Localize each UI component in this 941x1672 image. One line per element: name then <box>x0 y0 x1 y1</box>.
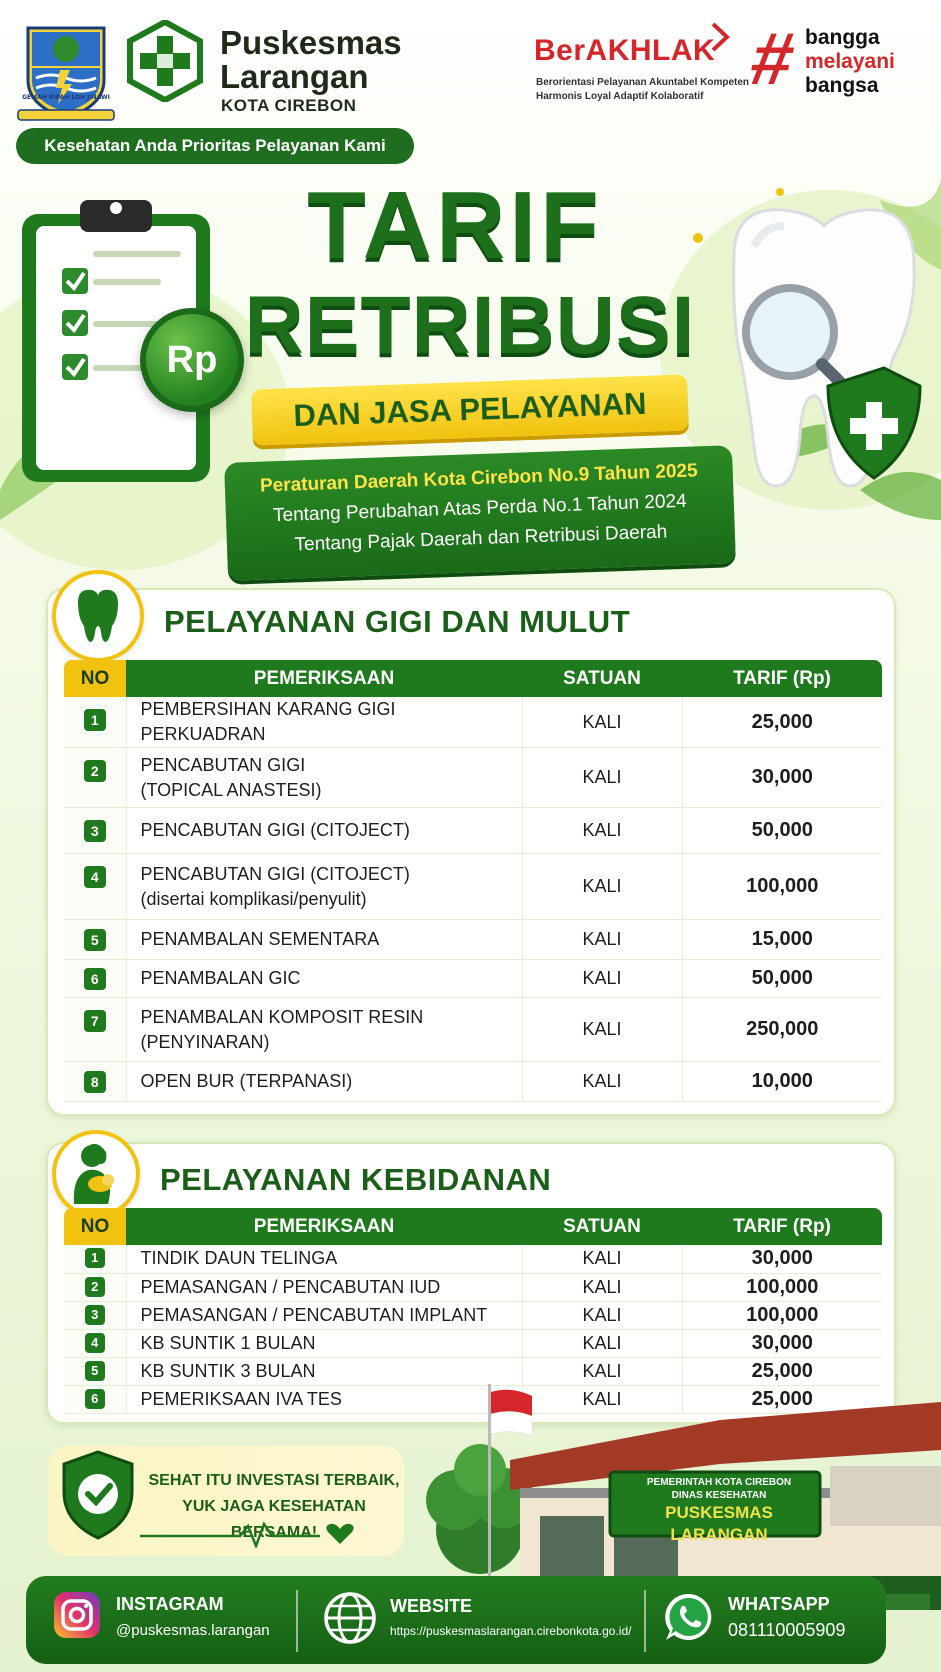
table-header-row <box>64 1208 882 1245</box>
medical-cross-icon <box>124 20 206 102</box>
table-row <box>64 1245 882 1273</box>
service-price: 10,000 <box>682 1062 882 1102</box>
whatsapp-number[interactable]: 081110005909 <box>728 1620 846 1640</box>
tooth-magnifier-icon <box>704 196 934 526</box>
service-price: 250,000 <box>682 998 882 1062</box>
service-unit: KALI <box>522 1273 682 1301</box>
table-row <box>64 748 882 808</box>
service-name: PEMBERSIHAN KARANG GIGI PERKUADRAN <box>140 699 396 744</box>
row-number: 1 <box>84 709 106 731</box>
row-number: 8 <box>84 1071 106 1093</box>
footer-divider <box>296 1590 298 1652</box>
website-label: WEBSITE <box>390 1596 473 1616</box>
crest-motto: GEMAH RIPAH LOH JINAWI <box>22 94 110 101</box>
table-row <box>64 1301 882 1329</box>
service-name: PENCABUTAN GIGI (CITOJECT) <box>140 820 410 840</box>
berakhlak-title: BerAKHLAK <box>534 34 716 67</box>
service-unit: KALI <box>522 808 682 854</box>
row-number: 3 <box>84 820 106 842</box>
dental-price-table <box>64 660 882 1102</box>
whatsapp-label: WHATSAPP <box>728 1594 830 1614</box>
section-title-dental: PELAYANAN GIGI DAN MULUT <box>164 604 631 639</box>
row-number: 3 <box>85 1305 105 1325</box>
table-row <box>64 1329 882 1357</box>
service-unit: KALI <box>522 960 682 998</box>
service-name: PENAMBALAN GIC <box>140 968 301 988</box>
instagram-handle[interactable]: @puskesmas.larangan <box>116 1622 270 1639</box>
service-name: OPEN BUR (TERPANASI) <box>140 1071 353 1091</box>
service-note: (TOPICAL ANASTESI) <box>140 779 322 800</box>
column-header-no: NO <box>64 1208 126 1245</box>
title-retribusi: RETRIBUSI <box>244 280 696 371</box>
service-unit: KALI <box>522 920 682 960</box>
row-number: 5 <box>85 1361 105 1381</box>
row-number: 1 <box>85 1248 105 1268</box>
service-unit: KALI <box>522 1357 682 1385</box>
brand-name: Puskesmas Larangan <box>220 24 402 95</box>
hashtag-icon: # <box>744 17 801 100</box>
table-header-row <box>64 660 882 697</box>
service-price: 100,000 <box>682 1273 882 1301</box>
service-note: (disertai komplikasi/penyulit) <box>140 888 367 909</box>
row-number: 2 <box>84 760 106 782</box>
service-price: 30,000 <box>682 1245 882 1273</box>
service-unit: KALI <box>522 1245 682 1273</box>
column-header-service: PEMERIKSAAN <box>126 660 522 697</box>
service-price: 25,000 <box>682 1385 882 1413</box>
service-price: 25,000 <box>682 1357 882 1385</box>
row-number: 2 <box>85 1277 105 1297</box>
service-name: PENCABUTAN GIGI (CITOJECT) <box>140 863 410 884</box>
column-header-unit: SATUAN <box>522 1208 682 1245</box>
section-title-midwifery: PELAYANAN KEBIDANAN <box>160 1162 552 1197</box>
brand-city: KOTA CIREBON <box>221 96 357 115</box>
service-unit: KALI <box>522 1385 682 1413</box>
service-name: PENCABUTAN GIGI <box>140 754 306 775</box>
row-number: 4 <box>84 866 106 888</box>
service-unit: KALI <box>522 998 682 1062</box>
rupiah-coin-icon: Rp <box>140 308 244 412</box>
service-price: 15,000 <box>682 920 882 960</box>
building-sign: PEMERINTAH KOTA CIREBON DINAS KESEHATAN PUSKESMAS LARANGAN <box>646 1477 792 1544</box>
service-name: PENAMBALAN SEMENTARA <box>140 929 380 949</box>
table-row <box>64 998 882 1062</box>
row-number: 4 <box>85 1333 105 1353</box>
column-header-no: NO <box>64 660 126 697</box>
regulation-banner: Peraturan Daerah Kota Cirebon No.9 Tahun 2025 Tentang Perubahan Atas Perda No.1 Tahun 2024 Tentang Pajak Daerah dan Retribusi Daerah <box>224 445 736 581</box>
service-price: 30,000 <box>682 1329 882 1357</box>
table-row <box>64 960 882 998</box>
service-price: 100,000 <box>682 854 882 920</box>
service-price: 30,000 <box>682 748 882 808</box>
service-unit: KALI <box>522 1329 682 1357</box>
service-name: PENAMBALAN KOMPOSIT RESIN <box>140 1006 424 1027</box>
column-header-service: PEMERIKSAAN <box>126 1208 522 1245</box>
service-unit: KALI <box>522 1062 682 1102</box>
service-unit: KALI <box>522 748 682 808</box>
tooth-badge <box>52 570 144 662</box>
tooth-icon <box>56 574 140 658</box>
title-tarif: TARIF <box>307 172 603 279</box>
service-price: 100,000 <box>682 1301 882 1329</box>
chevron-icon <box>709 22 731 52</box>
service-note: (PENYINARAN) <box>140 1031 270 1052</box>
indonesian-flag-icon <box>486 1384 536 1584</box>
service-unit: KALI <box>522 697 682 748</box>
service-name: PEMASANGAN / PENCABUTAN IUD <box>126 1273 522 1301</box>
heartbeat-icon <box>140 1520 360 1548</box>
footer-divider <box>644 1590 646 1652</box>
table-row <box>64 808 882 854</box>
column-header-price: TARIF (Rp) <box>682 660 882 697</box>
motto-text: SEHAT ITU INVESTASI TERBAIK, YUK JAGA KESEHATAN BERSAMA! <box>148 1472 400 1541</box>
mother-baby-badge <box>52 1130 140 1218</box>
service-name: KB SUNTIK 3 BULAN <box>126 1357 522 1385</box>
service-price: 50,000 <box>682 960 882 998</box>
globe-icon[interactable] <box>322 1590 378 1646</box>
table-row <box>64 854 882 920</box>
service-price: 25,000 <box>682 697 882 748</box>
row-number: 6 <box>85 1389 105 1409</box>
city-crest-icon <box>16 18 116 122</box>
column-header-price: TARIF (Rp) <box>682 1208 882 1245</box>
table-row <box>64 1273 882 1301</box>
service-unit: KALI <box>522 1301 682 1329</box>
table-row <box>64 697 882 748</box>
title-jasa-pelayanan: DAN JASA PELAYANAN <box>251 374 689 445</box>
berakhlak-values: Berorientasi Pelayanan Akuntabel Kompeten Harmonis Loyal Adaptif Kolaboratif <box>536 77 750 102</box>
row-number: 7 <box>84 1010 106 1032</box>
service-price: 50,000 <box>682 808 882 854</box>
table-row <box>64 920 882 960</box>
row-number: 6 <box>84 968 106 990</box>
shield-check-icon <box>60 1448 136 1540</box>
row-number: 5 <box>84 929 106 951</box>
bangga-melayani-bangsa: bangga melayani bangsa <box>805 26 895 97</box>
website-url[interactable]: https://puskesmaslarangan.cirebonkota.go.id/ <box>390 1624 632 1638</box>
instagram-label: INSTAGRAM <box>116 1594 224 1614</box>
mother-baby-icon <box>56 1134 136 1214</box>
service-name: KB SUNTIK 1 BULAN <box>126 1329 522 1357</box>
service-unit: KALI <box>522 854 682 920</box>
service-name: PEMERIKSAAN IVA TES <box>126 1385 522 1413</box>
table-row <box>64 1062 882 1102</box>
whatsapp-icon[interactable] <box>662 1590 716 1644</box>
instagram-icon[interactable] <box>52 1590 102 1640</box>
column-header-unit: SATUAN <box>522 660 682 697</box>
tagline: Kesehatan Anda Prioritas Pelayanan Kami <box>16 128 414 164</box>
service-name: TINDIK DAUN TELINGA <box>126 1245 522 1273</box>
service-name: PEMASANGAN / PENCABUTAN IMPLANT <box>126 1301 522 1329</box>
